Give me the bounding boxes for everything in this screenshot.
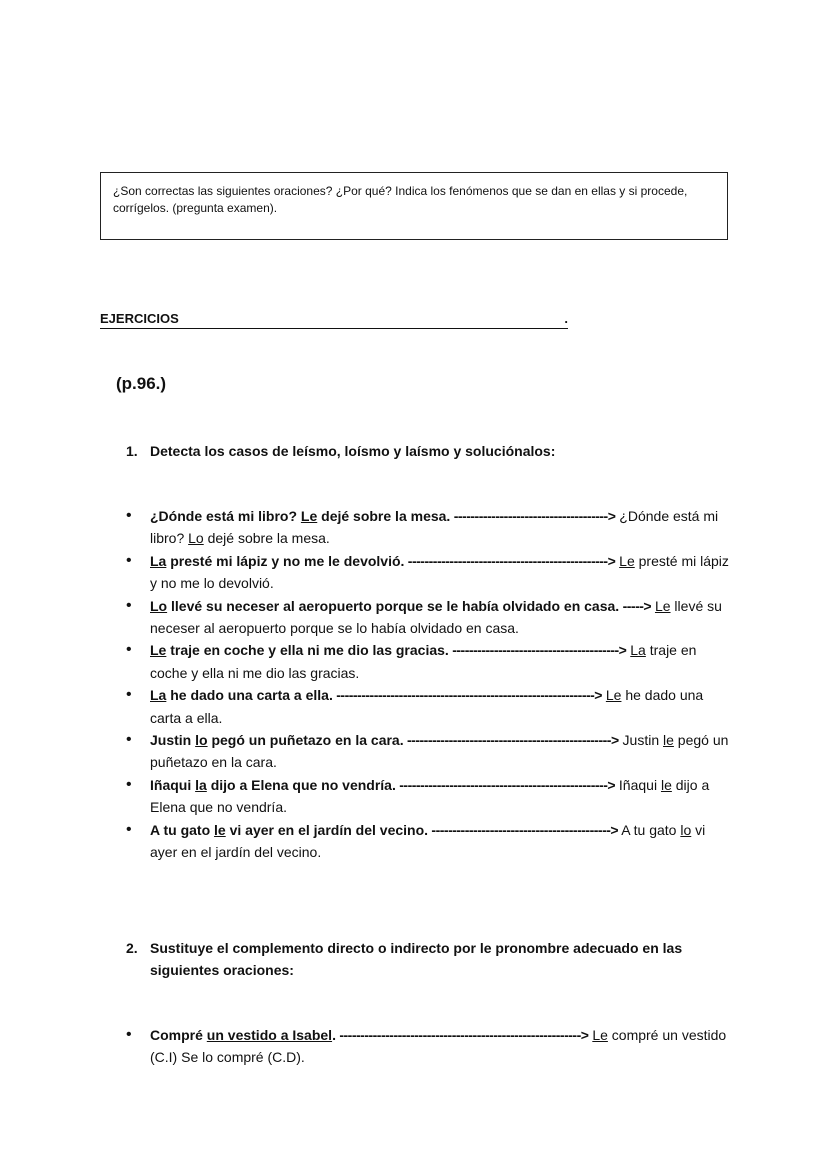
correction-text: compré un vestido (C.I) Se lo compré (C.D). [150,1027,727,1066]
arrow-dashes: --------------------------------------------------------------> [332,687,602,704]
correction-pronoun: La [630,642,646,659]
list-item [126,1024,730,1069]
arrow-dashes: -------------------------------------------> [428,821,619,838]
arrow-dashes: --------------------------------------------------> [395,776,616,793]
correction-pronoun: Lo [188,530,204,547]
correction-pronoun: Le [619,552,635,569]
sentence-text: dijo a Elena que no vendría. [206,776,396,793]
correction-text: he dado una carta a ella. [150,687,704,726]
sentence-pronoun: Le [300,508,318,524]
list-item [126,684,730,729]
arrow-dashes: ----------------------------------------> [448,642,627,659]
sentence-pronoun: le [214,821,226,838]
list-item [126,819,730,864]
sentence-pronoun: Lo [150,597,168,614]
arrow-dashes: ----------------------------------------------------------> [335,1027,589,1043]
sentence-pronoun: la [195,776,207,793]
question-2-heading [126,937,726,981]
correction-text: dejé sobre la mesa. [203,530,330,547]
correction-pronoun: lo [680,821,692,838]
list-item [126,639,730,684]
arrow-dashes: -------------------------------------------------> [403,732,619,749]
sentence-text: . [332,1027,336,1043]
sentence-pronoun: Le [150,642,167,659]
question-1-heading [126,440,726,462]
section-title [100,311,568,329]
correction-text: Justin [618,732,663,749]
correction-text: presté mi lápiz y no me lo devolvió. [150,552,729,592]
sentence-text: presté mi lápiz y no me le devolvió. [166,552,405,569]
correction-text: Iñaqui [615,776,661,793]
list-item [126,729,730,774]
correction-text: pegó un puñetazo en la cara. [150,732,729,771]
arrow-dashes: -----> [619,597,652,614]
list-item [126,550,730,595]
list-item [126,505,730,550]
sentence-text: llevé su neceser al aeropuerto porque se le había olvidado en casa. [167,597,620,614]
question-1-text: Detecta los casos de leísmo, loísmo y laísmo y soluciónalos: [150,443,556,459]
sentence-text: pegó un puñetazo en la cara. [207,732,404,749]
correction-pronoun: Le [605,687,622,704]
correction-pronoun: Le [654,597,671,614]
arrow-dashes: -------------------------------------> [450,508,616,524]
section-title-dot: . [564,311,568,326]
sentence-text: traje en coche y ella ni me dio las gracias. [166,642,449,659]
correction-text: traje en coche y ella ni me dio las gracias. [150,642,697,681]
correction-pronoun: le [660,776,672,793]
correction-text: vi ayer en el jardín del vecino. [150,821,706,861]
sentence-text: Justin [150,732,196,749]
list-item [126,595,730,640]
correction-text: ¿Dónde está mi libro? [150,508,719,547]
sentence-text: he dado una carta a ella. [166,687,333,704]
question-2-number: 2. [126,940,138,956]
question-2-text: Sustituye el complemento directo o indirecto por le pronombre adecuado en las siguientes oraciones: [150,940,683,978]
question-1-number: 1. [126,443,138,459]
sentence-pronoun: La [150,687,167,704]
correction-pronoun: Le [592,1027,608,1043]
correction-pronoun: le [663,732,674,749]
arrow-dashes: ------------------------------------------------> [404,552,616,569]
sentence-pronoun: lo [195,732,208,749]
page-reference: (p.96.) [116,374,167,393]
sentence-text: ¿Dónde está mi libro? [150,508,301,524]
question-2-list [126,1024,730,1069]
sentence-text: Iñaqui [150,776,196,793]
sentence-text: dejé sobre la mesa. [317,508,451,524]
sentence-pronoun: La [150,552,167,569]
exam-question-text: ¿Son correctas las siguientes oraciones? ¿Por qué? Indica los fenómenos que se dan en ellas y si procede, corrígelos. (pregunta examen). [113,184,688,215]
list-item [126,774,730,819]
sentence-text: vi ayer en el jardín del vecino. [225,821,429,838]
correction-text: llevé su neceser al aeropuerto porque se lo había olvidado en casa. [150,597,722,637]
section-title-text: EJERCICIOS [100,311,179,326]
correction-text: dijo a Elena que no vendría. [150,776,710,816]
sentence-text: A tu gato [150,821,215,838]
sentence-text: Compré [150,1027,207,1043]
correction-text: A tu gato [618,821,681,838]
exam-question-box [100,172,728,240]
question-1-list [126,505,730,864]
sentence-object: un vestido a Isabel [206,1027,333,1043]
